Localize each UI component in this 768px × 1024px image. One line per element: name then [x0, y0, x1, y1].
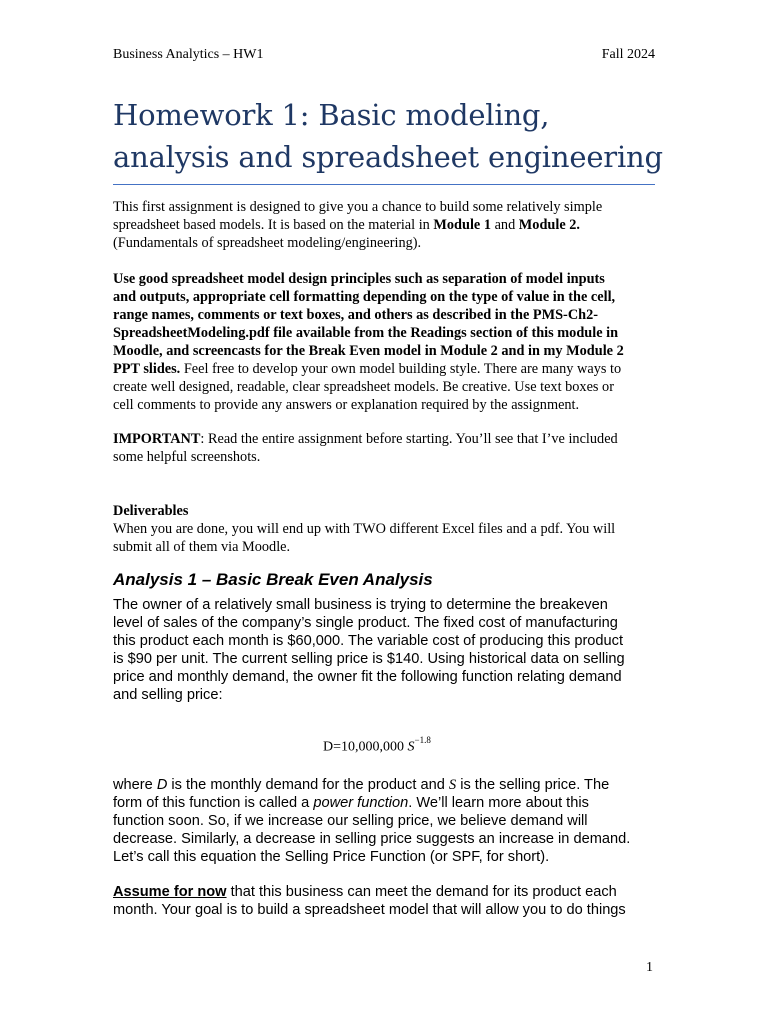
where-line: function soon. So, if we increase our selling price, we believe demand will: [113, 813, 588, 829]
intro-line: (Fundamentals of spreadsheet modeling/engineering).: [113, 235, 422, 251]
principles-line: cell comments to provide any answers or explanation required by the assignment.: [113, 397, 580, 413]
where-line: Let’s call this equation the Selling Price Function (or SPF, for short).: [113, 849, 550, 865]
title-line-1: Homework 1: Basic modeling,: [113, 98, 550, 132]
important-paragraph: [113, 430, 658, 466]
principles-line: PPT slides. Feel free to develop your own model building style. There are many ways to: [113, 361, 622, 377]
principles-line: Moodle, and screencasts for the Break Even model in Module 2 and in my Module 2: [113, 343, 624, 359]
assume-emphasis: Assume for now: [113, 884, 227, 900]
where-line: decrease. Similarly, a decrease in selling price suggests an increase in demand.: [113, 831, 631, 847]
equation-variable: S: [407, 739, 415, 755]
module-2-ref: Module 2.: [518, 217, 580, 233]
header-term: Fall 2024: [601, 47, 655, 62]
deliverables-line: When you are done, you will end up with TWO different Excel files and a pdf. You will: [113, 521, 616, 537]
principles-line: and outputs, appropriate cell formatting depending on the type of value in the cell,: [113, 289, 616, 305]
intro-line: This first assignment is designed to give you a chance to build some relatively simple: [113, 199, 603, 215]
equation-exponent: −1.8: [414, 735, 431, 745]
assume-line: month. Your goal is to build a spreadsheet model that will allow you to do things: [113, 902, 626, 918]
important-line: IMPORTANT: Read the entire assignment before starting. You’ll see that I’ve included: [113, 431, 618, 447]
deliverables-line: submit all of them via Moodle.: [113, 539, 291, 555]
important-label: IMPORTANT: [113, 431, 201, 447]
page-header: [113, 47, 655, 63]
selling-price-equation: [323, 737, 431, 756]
where-line: form of this function is called a power function. We’ll learn more about this: [113, 795, 589, 811]
principles-line: Use good spreadsheet model design principles such as separation of model inputs: [113, 271, 605, 287]
analysis-line: The owner of a relatively small business is trying to determine the breakeven: [113, 597, 608, 613]
deliverables-heading: Deliverables: [113, 503, 189, 519]
analysis-line: this product each month is $60,000. The variable cost of producing this product: [113, 633, 624, 649]
principles-line: create well designed, readable, clear spreadsheet models. Be creative. Use text boxes or: [113, 379, 614, 395]
document-title: [113, 94, 663, 185]
page-number: 1: [646, 960, 653, 975]
deliverables-section: [113, 502, 658, 556]
principles-line: SpreadsheetModeling.pdf file available from the Readings section of this module in: [113, 325, 619, 341]
module-1-ref: Module 1: [433, 217, 491, 233]
intro-line: spreadsheet based models. It is based on the material in Module 1 and Module 2.: [113, 217, 580, 233]
analysis-line: level of sales of the company’s single product. The fixed cost of manufacturing: [113, 615, 618, 631]
equation-coefficient: 10,000,000: [341, 739, 405, 755]
assume-line: Assume for now that this business can meet the demand for its product each: [113, 884, 617, 900]
important-line: some helpful screenshots.: [113, 449, 261, 465]
assume-paragraph: [113, 883, 658, 919]
where-line: where D is the monthly demand for the product and S is the selling price. The: [113, 777, 610, 793]
analysis-line: and selling price:: [113, 687, 223, 703]
analysis-1-heading: Analysis 1 – Basic Break Even Analysis: [113, 570, 433, 589]
intro-paragraph: [113, 198, 658, 252]
principles-paragraph: [113, 270, 658, 414]
analysis-line: is $90 per unit. The current selling price is $140. Using historical data on selling: [113, 651, 625, 667]
title-line-2: analysis and spreadsheet engineering: [113, 140, 663, 174]
analysis-1-paragraph: [113, 596, 658, 704]
equation-equals: =: [333, 739, 342, 755]
equation-lhs: D: [323, 739, 334, 755]
principles-line: range names, comments or text boxes, and others as described in the PMS-Ch2-: [113, 307, 598, 323]
header-course: Business Analytics – HW1: [113, 47, 264, 62]
where-paragraph: [113, 776, 658, 866]
analysis-line: price and monthly demand, the owner fit the following function relating demand: [113, 669, 622, 685]
